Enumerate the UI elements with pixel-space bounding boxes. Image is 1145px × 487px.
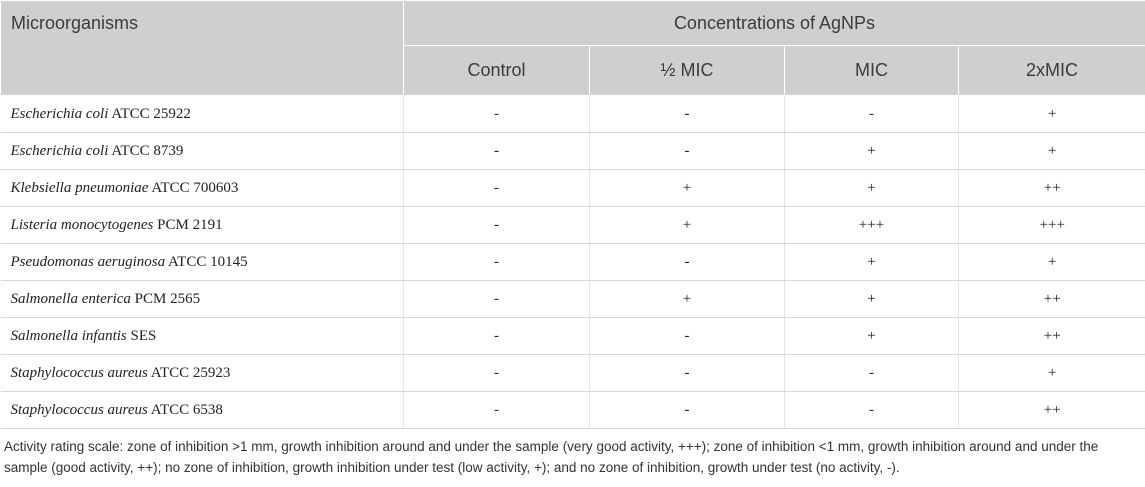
microorganism-cell — [1, 244, 404, 281]
species-name: Salmonella enterica — [10, 290, 131, 307]
microorganism-cell — [1, 392, 404, 429]
microorganism-cell — [1, 170, 404, 207]
mic-cell: +++ — [785, 207, 959, 244]
microorganism-cell — [1, 96, 404, 133]
mic-cell: + — [785, 281, 959, 318]
strain-id: PCM 2191 — [157, 216, 223, 233]
strain-id: SES — [130, 327, 157, 344]
microorganism-cell — [1, 133, 404, 170]
two-mic-cell: + — [959, 133, 1145, 170]
species-name: Klebsiella pneumoniae — [10, 179, 149, 196]
half-mic-cell: + — [590, 170, 785, 207]
header-concentrations: Concentrations of AgNPs — [404, 1, 1145, 46]
strain-id: ATCC 25923 — [150, 364, 231, 381]
strain-id: ATCC 6538 — [150, 401, 223, 418]
header-2x-mic: 2xMIC — [959, 46, 1145, 96]
control-cell: - — [404, 392, 590, 429]
header-microorganisms: Microorganisms — [1, 1, 404, 96]
half-mic-cell: - — [590, 392, 785, 429]
strain-id: ATCC 8739 — [111, 142, 184, 159]
species-name: Staphylococcus aureus — [10, 364, 148, 381]
control-cell: - — [404, 207, 590, 244]
half-mic-cell: - — [590, 96, 785, 133]
table-row — [1, 96, 1145, 133]
mic-cell: - — [785, 96, 959, 133]
table-row — [1, 133, 1145, 170]
half-mic-cell: - — [590, 133, 785, 170]
mic-cell: + — [785, 244, 959, 281]
two-mic-cell: ++ — [959, 170, 1145, 207]
table-row — [1, 392, 1145, 429]
header-half-mic: ½ MIC — [590, 46, 785, 96]
half-mic-cell: + — [590, 207, 785, 244]
control-cell: - — [404, 355, 590, 392]
table-row — [1, 244, 1145, 281]
control-cell: - — [404, 170, 590, 207]
control-cell: - — [404, 318, 590, 355]
two-mic-cell: ++ — [959, 392, 1145, 429]
table-header — [1, 1, 1145, 96]
half-mic-cell: + — [590, 281, 785, 318]
two-mic-cell: ++ — [959, 318, 1145, 355]
microorganism-cell — [1, 281, 404, 318]
two-mic-cell: + — [959, 244, 1145, 281]
mic-cell: - — [785, 355, 959, 392]
half-mic-cell: - — [590, 318, 785, 355]
table-row — [1, 281, 1145, 318]
mic-cell: + — [785, 318, 959, 355]
mic-cell: + — [785, 170, 959, 207]
strain-id: PCM 2565 — [134, 290, 201, 307]
header-mic: MIC — [785, 46, 959, 96]
header-control: Control — [404, 46, 590, 96]
mic-cell: + — [785, 133, 959, 170]
control-cell: - — [404, 281, 590, 318]
header-row-top — [1, 1, 1145, 46]
strain-id: ATCC 700603 — [151, 179, 239, 196]
half-mic-cell: - — [590, 244, 785, 281]
control-cell: - — [404, 244, 590, 281]
table-row — [1, 170, 1145, 207]
microorganism-cell — [1, 355, 404, 392]
half-mic-cell: - — [590, 355, 785, 392]
table-row — [1, 355, 1145, 392]
microorganism-cell — [1, 318, 404, 355]
table-body — [1, 96, 1145, 429]
strain-id: ATCC 25922 — [111, 105, 191, 122]
table-row — [1, 207, 1145, 244]
control-cell: - — [404, 96, 590, 133]
species-name: Escherichia coli — [10, 142, 109, 159]
mic-cell: - — [785, 392, 959, 429]
control-cell: - — [404, 133, 590, 170]
strain-id: ATCC 10145 — [168, 253, 248, 270]
species-name: Salmonella infantis — [10, 327, 127, 344]
two-mic-cell: ++ — [959, 281, 1145, 318]
two-mic-cell: + — [959, 355, 1145, 392]
species-name: Escherichia coli — [10, 105, 109, 122]
species-name: Staphylococcus aureus — [10, 401, 148, 418]
microorganism-cell — [1, 207, 404, 244]
species-name: Listeria monocytogenes — [10, 216, 154, 233]
species-name: Pseudomonas aeruginosa — [10, 253, 166, 270]
table-row — [1, 318, 1145, 355]
two-mic-cell: +++ — [959, 207, 1145, 244]
table-footnote: Activity rating scale: zone of inhibition >1 mm, growth inhibition around and under the sample (very good activity, +++); zone of inhibition ˂1 mm, growth inhibition around and under the sample (good activity, ++); no zone of inhibition, growth inhibition under test (low activity, +); and no zone of inhibition, growth under test (no activity, -). — [4, 439, 1099, 475]
two-mic-cell: + — [959, 96, 1145, 133]
